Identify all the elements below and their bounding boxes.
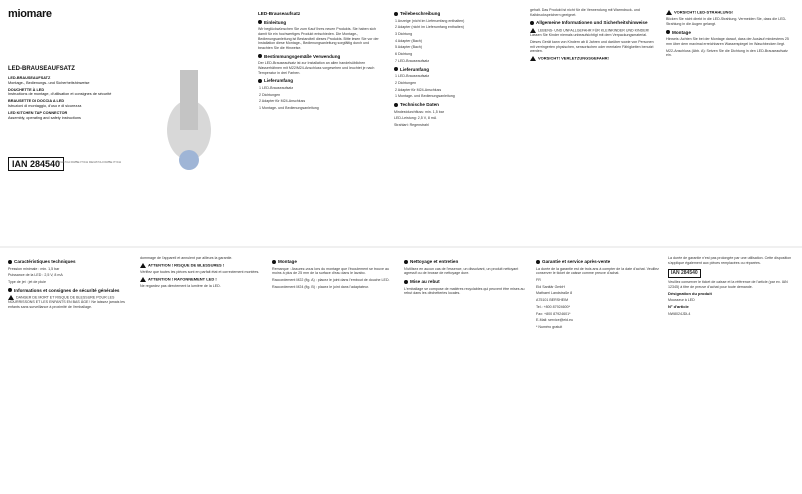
section-heading: Bestimmungsgemäße Verwendung bbox=[258, 54, 384, 60]
spec-line: Strahlart: Regenstrahl bbox=[394, 122, 429, 127]
paragraph: Dieses Gerät kann von Kindern ab 8 Jahren und darüber sowie von Personen mit verringerten physischen, sensorischen oder mentalen Fähigkeiten benutzt werden. bbox=[530, 39, 654, 54]
address-line: E-Mail: service@eid.eu bbox=[536, 318, 574, 323]
paragraph: Remarque : Assurez-vous lors du montage que l'écoulement se trouve au moins à plus de 25 mm de la surface d'eau dans le lavabo. bbox=[272, 266, 389, 276]
brand-logo: miomare bbox=[8, 8, 52, 20]
bullet-icon bbox=[530, 21, 534, 25]
country-flags: DE/AT/CH FR/BE IT/CH DE/AT/CH FR/BE IT/CH bbox=[56, 160, 122, 164]
paragraph: Veuillez conserver le ticket de caisse et la référence de l'article (par ex. IAN 12345) à titre de preuve d'achat pour toute demande. bbox=[668, 280, 788, 289]
lang-title: BRAUSETTE DI DOCCIA A LED bbox=[8, 99, 65, 104]
list-item: 1 LED-Brauseaufsatz bbox=[259, 86, 294, 90]
column-de-4 bbox=[666, 8, 792, 240]
lang-title: DOUCHETTE À LED bbox=[8, 87, 45, 92]
warning-heading: ATTENTION ! RISQUE DE BLESSURES ! bbox=[140, 263, 266, 268]
section-heading: Mise au rebut bbox=[404, 279, 530, 285]
lang-title: LED KITCHEN TAP CONNECTOR bbox=[8, 110, 68, 115]
paragraph: gehalt. Das Produkt ist nicht für die Verwendung mit Warmdruck- und Kaltdruckspeichern geeignet. bbox=[530, 8, 640, 17]
column-fr-5 bbox=[536, 256, 662, 488]
spec-line: Pression minimale : min. 1,5 bar bbox=[8, 266, 60, 271]
lang-desc: Instructions de montage, d'utilisation et consignes de sécurité bbox=[8, 92, 112, 97]
bullet-icon bbox=[394, 67, 398, 71]
paragraph: Blicken Sie nicht direkt in die LED-Strahlung. Vermeiden Sie, dass die LED-Strahlung in die Augen gelangt. bbox=[666, 17, 787, 26]
bullet-icon bbox=[394, 103, 398, 107]
bullet-icon bbox=[272, 260, 276, 264]
address-line: * Numéro gratuit bbox=[536, 324, 563, 329]
section-heading: Caractéristiques techniques bbox=[8, 259, 134, 265]
column-fr-1 bbox=[8, 256, 134, 488]
bullet-icon bbox=[258, 54, 262, 58]
paragraph: Raccordement M22 (fig. A) : placez le joint dans l'embout de douche LED. bbox=[272, 278, 390, 282]
column-de-1 bbox=[258, 8, 384, 240]
paragraph: Wir beglückwünschen Sie zum Kauf Ihres neuen Produkts. Sie haben sich damit für ein hochwertiges Produkt entschieden. Die Montage-, Bedienungsanleitung ist Bestandteil dieses Produkts. Bitte lesen Sie vor der Installation diese Montage-, Bedienungsanleitung sorgfältig durch und beachten Sie die Hinweise. bbox=[258, 27, 379, 50]
lang-desc: Istruzioni di montaggio, d'uso e di sicurezza bbox=[8, 103, 82, 108]
column-de-2 bbox=[394, 8, 520, 240]
warning-icon bbox=[140, 277, 146, 282]
bullet-icon bbox=[404, 260, 408, 264]
warning-heading: VORSICHT! LED-STRAHLUNG! bbox=[666, 10, 792, 15]
bullet-icon bbox=[536, 260, 540, 264]
list-item: 2 Dichtungen bbox=[259, 92, 281, 97]
section-heading: Lieferumfang bbox=[394, 67, 520, 73]
paragraph: Vérifiez que toutes les pièces sont en parfait état et correctement montées. bbox=[140, 269, 260, 274]
spec-line: Type de jet : jet de pluie bbox=[8, 280, 46, 284]
section-heading: Montage bbox=[272, 259, 398, 265]
section-heading: Lieferumfang bbox=[258, 78, 384, 84]
warning-icon bbox=[666, 10, 672, 15]
bullet-icon bbox=[404, 280, 408, 284]
address-line: A75101 BERSHEIM bbox=[536, 298, 569, 303]
list-item: 1 Anzeige (nicht im Lieferumfang enthalten) bbox=[395, 18, 465, 23]
paragraph: Ne regardez pas directement la lumière de la LED. bbox=[140, 283, 221, 288]
address-line: Fax: +800 87924601* bbox=[536, 311, 571, 316]
warning-icon bbox=[140, 263, 146, 268]
column-fr-2 bbox=[140, 256, 266, 488]
list-item: 2 Adapter für M24-Anschluss bbox=[259, 99, 306, 104]
address-line: Eid Sanitär GmbH bbox=[536, 284, 565, 289]
bullet-icon bbox=[666, 30, 670, 34]
bullet-icon bbox=[258, 79, 262, 83]
paragraph: N'utilisez en aucun cas de l'essence, un dissolvant, un produit nettoyant agressif ou de brosse de nettoyage dure. bbox=[404, 266, 519, 276]
paragraph: DANGER DE MORT ET RISQUE DE BLESSURE POUR LES NOURRISSONS ET LES ENFANTS EN BAS ÂGE ! Ne laissez jamais les enfants sans surveillance à proximité de l'emballage. bbox=[8, 295, 125, 310]
list-item: 1 LED-Brauseaufsatz bbox=[395, 74, 430, 79]
field-value: NW8024JDL4 bbox=[668, 311, 691, 316]
warning-heading: ATTENTION ! RAYONNEMENT LED ! bbox=[140, 277, 266, 282]
column-fr-3 bbox=[272, 256, 398, 488]
list-item: 2 Adapter (nicht im Lieferumfang enthalten) bbox=[395, 25, 464, 30]
main-title: LED-BRAUSEAUFSATZ bbox=[8, 66, 75, 72]
list-item: 7 LED-Brauseaufsatz bbox=[395, 58, 430, 63]
paragraph: Der LED-Brauseaufsatz ist zur Installation an allen handelsüblichen Wasserhähnen mit M22/M24-Anschluss vorgesehen und leuchtet je nach Temperatur in drei Farben. bbox=[258, 61, 375, 75]
field-value: Mousseur à LED bbox=[668, 298, 695, 303]
paragraph: L'emballage se compose de matières recyclables qui peuvent être mises au rebut dans les déchetteries locales. bbox=[404, 286, 525, 296]
paragraph: Raccordement M24 (fig. B) : placez le joint dans l'adaptateur. bbox=[272, 284, 369, 289]
bottom-spread bbox=[0, 248, 802, 494]
section-heading: Informations et consignes de sécurité générales bbox=[8, 288, 134, 294]
section-heading: Teilebeschreibung bbox=[394, 11, 520, 17]
paragraph: Hinweis: Achten Sie bei der Montage darauf, dass der Auslauf mindestens 25 mm über dem maximal erreichbaren Wasserspiegel im Waschbecken liegt. bbox=[666, 37, 789, 46]
address-line: Mathaeri Landstraße 8 bbox=[536, 291, 573, 296]
section-heading: Garantie et service après-vente bbox=[536, 259, 662, 265]
tap-product-image bbox=[150, 10, 228, 236]
address-line: FR bbox=[536, 278, 541, 282]
top-spread bbox=[0, 0, 802, 246]
list-item: 5 Adapter (Bach) bbox=[395, 45, 422, 50]
product-titles bbox=[8, 66, 128, 120]
paragraph: La durée de garantie n'est pas prolongée par une utilisation. Cette disposition s'applique également aux pièces remplacées ou réparées. bbox=[668, 256, 792, 265]
paragraph: M22-Anschluss (Abb. A): Setzen Sie die Dichtung in den LED-Brauseaufsatz ein. bbox=[666, 48, 788, 58]
section-heading: LED-Brauseaufsatz bbox=[258, 11, 301, 16]
warning-heading: VORSICHT! VERLETZUNGSGEFAHR! bbox=[530, 56, 656, 61]
ian-badge: IAN 284540 bbox=[668, 269, 701, 278]
column-fr-4 bbox=[404, 256, 530, 488]
paragraph: dommage de l'appareil et annulent par ailleurs la garantie. bbox=[140, 256, 233, 260]
section-heading: Technische Daten bbox=[394, 102, 520, 108]
list-item: 1 Montage- und Bedienungsanleitung bbox=[259, 106, 319, 111]
lang-desc: Montage-, Bedienungs- und Sicherheitshinweise bbox=[8, 80, 90, 85]
address-line: Tel.: +800 87924600* bbox=[536, 304, 571, 309]
spec-line: Mindestdurchfluss: min. 1,5 bar bbox=[394, 109, 444, 114]
section-heading: Montage bbox=[666, 30, 792, 36]
column-fr-6 bbox=[668, 256, 794, 488]
list-item: 6 Dichtung bbox=[395, 52, 413, 57]
warning-icon bbox=[530, 56, 536, 61]
bullet-icon bbox=[8, 288, 12, 292]
ian-badge: IAN 284540 bbox=[8, 157, 64, 171]
lang-desc: Assembly, operating and safety instructions bbox=[8, 115, 81, 120]
list-item: 4 Adapter (Bach) bbox=[395, 38, 422, 43]
list-item: 3 Dichtung bbox=[395, 32, 413, 36]
column-de-3 bbox=[530, 8, 656, 240]
section-heading: Einleitung bbox=[258, 20, 384, 26]
paragraph: La durée de la garantie est de trois ans à compter de la date d'achat. Veuillez conserver le ticket de caisse comme preuve d'achat. bbox=[536, 266, 659, 276]
field-heading: N° d'article bbox=[668, 303, 689, 309]
paragraph: LEBENS- UND UNFALLGEFAHR FÜR KLEINKINDER UND KINDER! Lassen Sie Kinder niemals unbeaufsichtigt mit dem Verpackungsmaterial. bbox=[530, 28, 650, 38]
spec-line: Puissance de la LED : 2,5 V, 8 mA bbox=[8, 273, 63, 278]
bullet-icon bbox=[258, 20, 262, 24]
list-item: 1 Montage- und Bedienungsanleitung bbox=[395, 94, 455, 99]
section-heading: Allgemeine Informationen und Sicherheitshinweise bbox=[530, 20, 656, 26]
bullet-icon bbox=[8, 260, 12, 264]
field-heading: Désignation du produit bbox=[668, 290, 712, 296]
list-item: 2 Adapter für M24-Anschluss bbox=[395, 87, 442, 92]
bullet-icon bbox=[394, 12, 398, 16]
spec-line: LED-Leistung: 2,5 V, 8 mA bbox=[394, 116, 437, 121]
section-heading: Nettoyage et entretien bbox=[404, 259, 530, 265]
list-item: 2 Dichtungen bbox=[395, 80, 417, 85]
lang-title: LED-BRAUSEAUFSATZ bbox=[8, 76, 51, 80]
